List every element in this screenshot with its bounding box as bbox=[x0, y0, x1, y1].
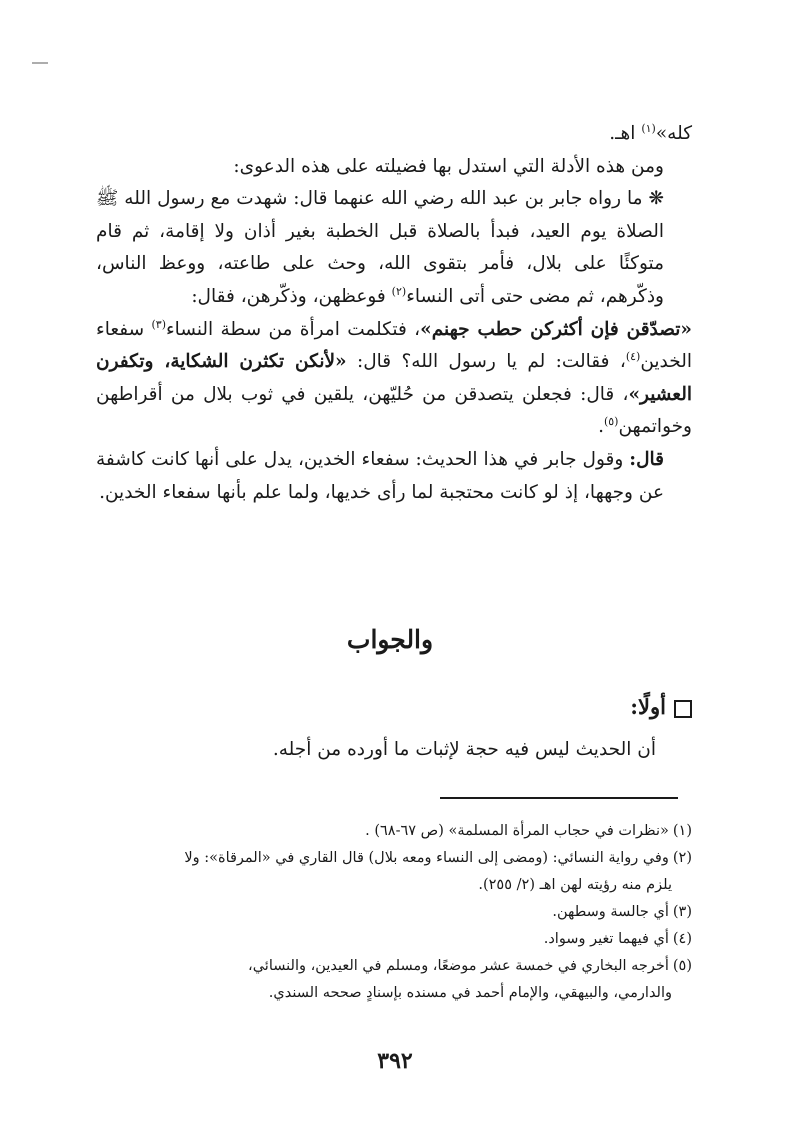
paragraph-3: ❋ ما رواه جابر بن عبد الله رضي الله عنهما قال: شهدت مع رسول الله ﷺ الصلاة يوم العيد، فبدأ بالصلاة قبل الخطبة بغير أذان ولا إقامة، ثم قام متوكئًا على بلال، فأمر بتقوى الله، وحث على طاعته، ووعظ الناس، وذكّرهم، ثم مضى حتى أتى النساء$^{(٢)}$ فوعظهن، وذكّرهن، فقال: bbox=[96, 188, 664, 307]
paragraph-5: قال: وقول جابر في هذا الحديث: سفعاء الخدين، يدل على أنها كانت كاشفة عن وجهها، إذ لو كانت محتجبة لما رأى خديها، ولما علم بأنها سفعاء الخدين. bbox=[96, 448, 664, 503]
footnote-1: (١)«نظرات في حجاب المرأة المسلمة» (ص ٦٧-٦٨) . bbox=[365, 823, 692, 839]
paragraph-2: ومن هذه الأدلة التي استدل بها فضيلته على هذه الدعوى: bbox=[233, 155, 664, 177]
page-number: ٣٩٢ bbox=[377, 1048, 413, 1074]
footnote-ref: (١) bbox=[641, 121, 656, 135]
footnote-divider bbox=[440, 797, 678, 799]
footnote-2: (٢)وفي رواية النسائي: (ومضى إلى النساء ومعه بلال) قال القاري في «المرقاة»: ولا bbox=[184, 850, 692, 866]
scan-mark bbox=[32, 62, 48, 64]
footnote-3: (٣)أي جالسة وسطهن. bbox=[552, 904, 692, 920]
hadith-quote: «لأنكن تكثرن الشكاية، وتكفرن العشير» bbox=[96, 351, 692, 405]
point-label: أولًا: bbox=[630, 694, 666, 719]
footnote-5-continued: والدارمي، والبيهقي، والإمام أحمد في مسنده بإسنادٍ صححه السندي. bbox=[268, 985, 672, 1001]
main-text bbox=[96, 118, 692, 509]
answer-text: أن الحديث ليس فيه حجة لإثبات ما أورده من أجله. bbox=[272, 739, 656, 760]
footnote-ref: (٢) bbox=[391, 284, 407, 298]
footnote-4: (٤)أي فيهما تغير وسواد. bbox=[543, 931, 692, 947]
footnote-5: (٥)أخرجه البخاري في خمسة عشر موضعًا، ومسلم في العيدين، والنسائي، bbox=[248, 958, 692, 974]
footnote-ref: (٥) bbox=[603, 415, 619, 429]
paragraph-1: كله»$^{(١)}$ اهـ. bbox=[609, 121, 692, 144]
point-first bbox=[96, 690, 692, 724]
paragraph-4: «تصدّقن فإن أكثركن حطب جهنم»، فتكلمت امرأة من سطة النساء$^{(٣)}$ سفعاء الخدين$^{(٤)}$، فقالت: لم يا رسول الله؟ قال: «لأنكن تكثرن الشكاية، وتكفرن العشير»، قال: فجعلن يتصدقن من حُليّهن، يلقين في ثوب بلال من أقراطهن وخواتمهن$^{(٥)}$. bbox=[96, 317, 692, 438]
section-heading: والجواب bbox=[346, 625, 434, 654]
footnote-2-continued: يلزم منه رؤيته لهن اهـ (٢/ ٢٥٥). bbox=[478, 877, 672, 893]
hadith-quote: «تصدّقن فإن أكثركن حطب جهنم» bbox=[420, 318, 692, 340]
footnote-ref: (٣) bbox=[151, 317, 166, 331]
checkbox-square-icon bbox=[674, 700, 692, 718]
footnotes bbox=[96, 818, 692, 1007]
footnote-ref: (٤) bbox=[625, 350, 641, 363]
